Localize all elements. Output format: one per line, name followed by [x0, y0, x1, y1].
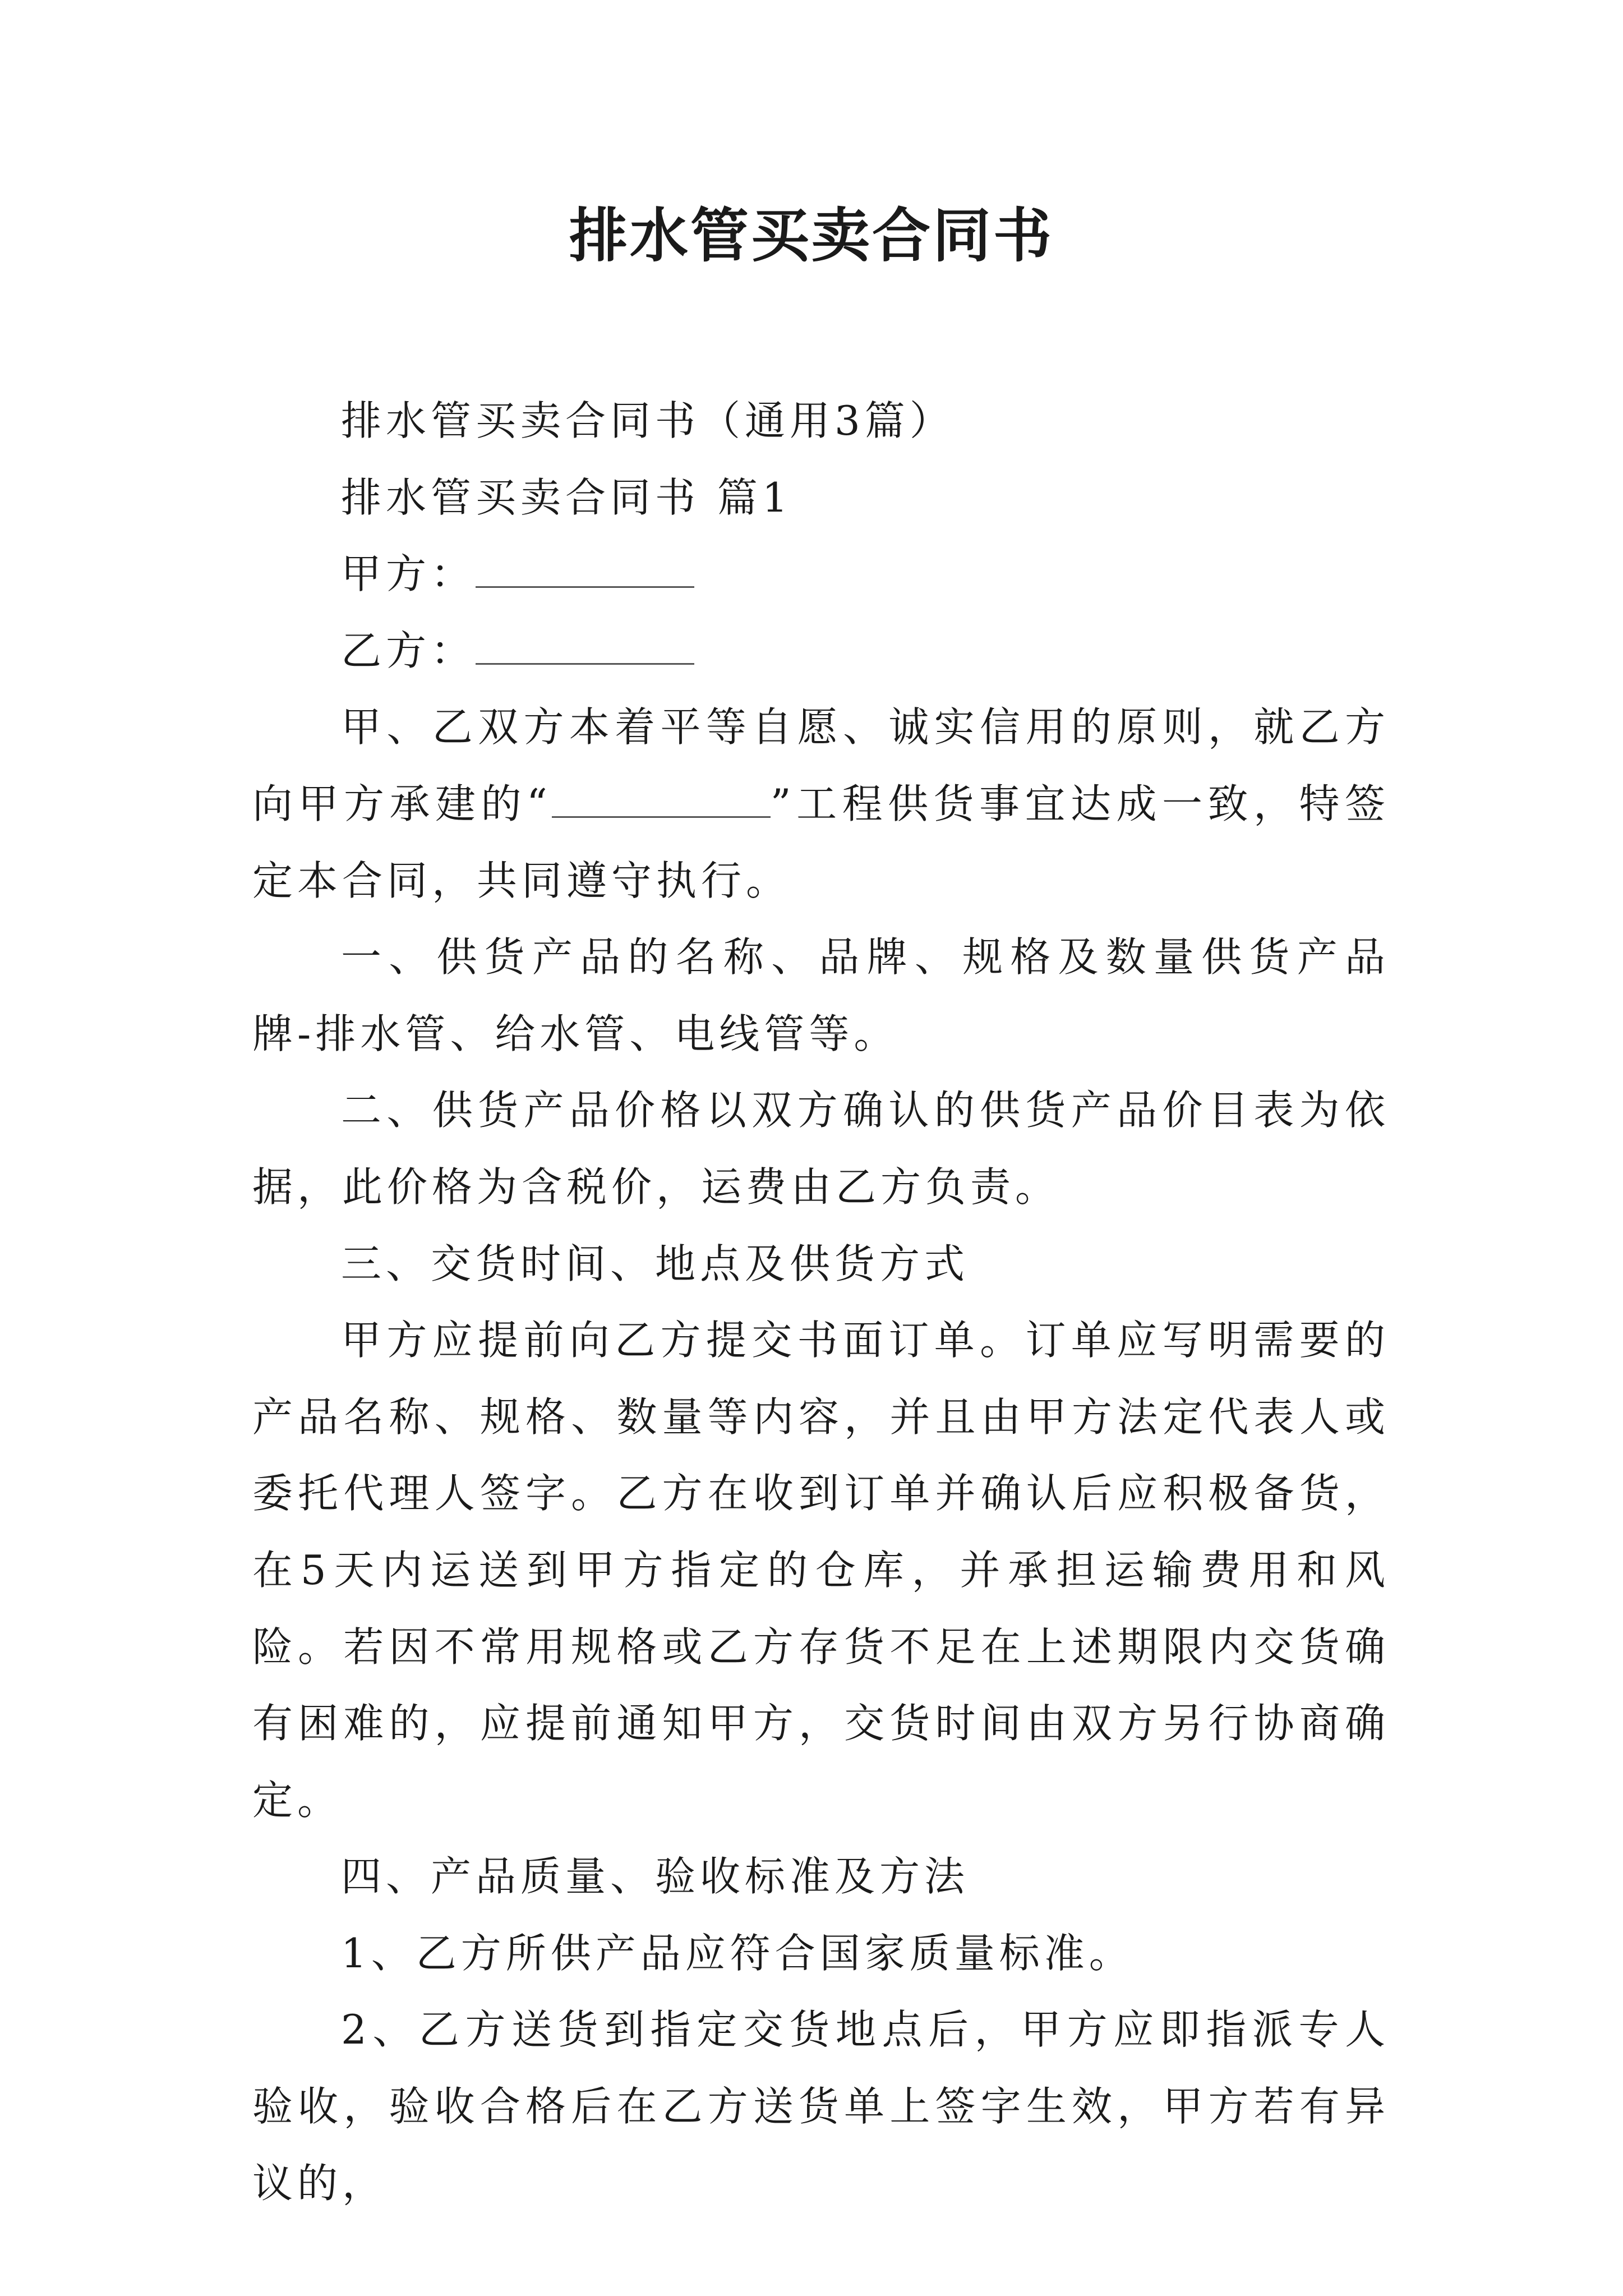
- clause-3-heading: 三、交货时间、地点及供货方式: [341, 1240, 970, 1287]
- party-b-blank: [476, 624, 694, 664]
- party-a-blank: [476, 548, 694, 588]
- intro-text-before: 甲、乙双方本着平等自愿、诚实信用的原则，就乙方向甲方承建的“: [252, 703, 1390, 827]
- document-title: 排水管买卖合同书: [569, 201, 1054, 270]
- clause-4-heading: 四、产品质量、验收标准及方法: [341, 1853, 970, 1901]
- doc-subtitle: 排水管买卖合同书（通用3篇）: [341, 397, 955, 444]
- intro-paragraph: [252, 689, 1390, 919]
- document-body: [252, 383, 1390, 2221]
- clause-4-item-1: 1、乙方所供产品应符合国家质量标准。: [341, 1929, 1134, 1977]
- section-heading-part1: 排水管买卖合同书 篇1: [341, 473, 792, 521]
- clause-4-item-2: 2、乙方送货到指定交货地点后，甲方应即指派专人验收，验收合格后在乙方送货单上签字生效，甲方若有异议的，: [252, 2006, 1390, 2207]
- party-a-line: [252, 536, 1390, 613]
- clause-3-body: 甲方应提前向乙方提交书面订单。订单应写明需要的产品名称、规格、数量等内容，并且由甲方法定代表人或委托代理人签字。乙方在收到订单并确认后应积极备货，在5天内运送到甲方指定的仓库，并承担运输费用和风险。若因不常用规格或乙方存货不足在上述期限内交货确有困难的，应提前通知甲方，交货时间由双方另行协商确定。: [252, 1317, 1390, 1824]
- party-b-label: 乙方：: [341, 627, 476, 674]
- party-a-label: 甲方：: [341, 550, 476, 598]
- intro-text-after: ”工程供货事宜达成一致，特签定本合同，共同遵守执行。: [252, 780, 1390, 904]
- party-b-line: [252, 613, 1390, 689]
- clause-1: 一、供货产品的名称、品牌、规格及数量供货产品牌-排水管、给水管、电线管等。: [252, 933, 1390, 1057]
- project-name-blank: [552, 778, 771, 818]
- clause-2: 二、供货产品价格以双方确认的供货产品价目表为依据，此价格为含税价，运费由乙方负责。: [252, 1087, 1390, 1211]
